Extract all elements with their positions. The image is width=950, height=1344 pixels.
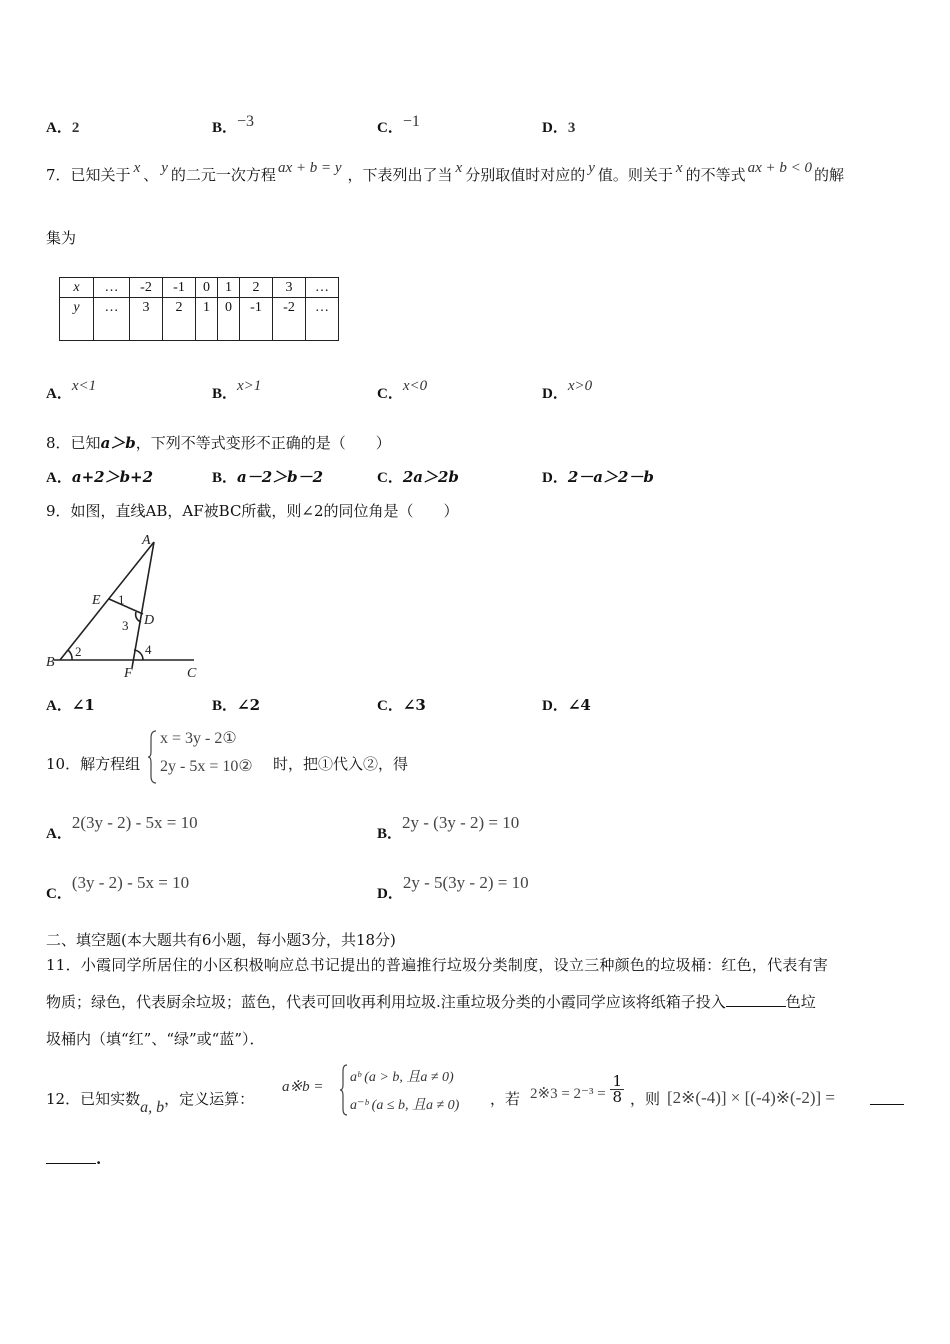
- option-label: D．: [542, 386, 568, 402]
- angle-4-label: 4: [145, 642, 152, 657]
- q6-option-d: [542, 116, 575, 137]
- table-cell: 0: [218, 298, 240, 341]
- option-value: ∠4: [567, 696, 591, 714]
- table-cell: …: [94, 278, 130, 298]
- q12-example: [530, 1074, 624, 1105]
- q7-option-b: [212, 378, 262, 402]
- fraction-denominator: 8: [612, 1088, 622, 1106]
- option-label: B．: [212, 386, 238, 402]
- math-x: x: [455, 160, 463, 176]
- option-value: x<0: [402, 378, 428, 394]
- option-label: D．: [542, 698, 568, 714]
- q11-line1: 11．小霞同学所居住的小区积极响应总书记提出的普遍推行垃圾分类制度，设立三种颜色的垃圾桶：红色，代表有害: [46, 956, 829, 974]
- option-value: 2－a＞2－b: [567, 468, 654, 486]
- q9-option-c: [377, 694, 426, 715]
- option-label: C．: [46, 886, 72, 902]
- q8-option-b: [212, 466, 323, 487]
- table-cell: …: [306, 278, 339, 298]
- option-value: −1: [402, 113, 420, 130]
- segment-ed: [109, 599, 143, 614]
- option-value: 2(3y - 2) - 5x = 10: [71, 813, 198, 832]
- angle-3-label: 3: [122, 618, 129, 633]
- question-number: 7．: [46, 166, 71, 184]
- option-label: C．: [377, 470, 403, 486]
- math-x: x: [133, 160, 141, 176]
- table-row-x: [60, 278, 339, 298]
- q7-stem-line2: 集为: [46, 229, 77, 247]
- q9-option-b: [212, 694, 260, 715]
- answer-blank-continued[interactable]: [46, 1162, 96, 1164]
- point-e-label: E: [92, 593, 101, 608]
- text: ，下表列出了当: [347, 166, 453, 184]
- text: 的不等式: [685, 166, 746, 184]
- math-condition: a＞b: [100, 434, 136, 452]
- option-label: A．: [46, 826, 72, 842]
- option-value: ∠2: [237, 696, 261, 714]
- q8-stem: [46, 432, 391, 453]
- q6-option-c: [377, 110, 420, 136]
- text: 已知关于: [70, 166, 131, 184]
- q10-stem: [46, 728, 140, 784]
- option-label: C．: [377, 386, 403, 402]
- fraction: [610, 1074, 624, 1105]
- option-label: A．: [46, 120, 72, 136]
- q12-stem-mid: ，若: [490, 1090, 521, 1108]
- table-cell: -1: [163, 278, 196, 298]
- text: 分别取值时对应的: [465, 166, 586, 184]
- text: 物质；绿色，代表厨余垃圾；蓝色，代表可回收再利用垃圾.注重垃圾分类的小霞同学应该将纸箱子投入: [46, 993, 726, 1011]
- q9-option-d: [542, 694, 591, 715]
- q11-line2: [46, 991, 816, 1012]
- q7-option-a: [46, 378, 97, 402]
- q9-figure: [44, 532, 204, 682]
- math-inequality: ax + b < 0: [747, 160, 812, 176]
- table-cell: 1: [196, 298, 218, 341]
- brace-icon: [340, 1064, 348, 1116]
- option-value: ∠3: [402, 696, 426, 714]
- option-value: a－2＞b－2: [237, 468, 324, 486]
- point-a-label: A: [142, 533, 151, 548]
- point-c-label: C: [187, 666, 197, 681]
- table-cell: …: [94, 298, 130, 341]
- section-heading: 二、填空题(本大题共有6小题，每小题3分，共18分): [46, 931, 396, 949]
- option-value: ∠1: [71, 696, 95, 714]
- option-value: x<1: [71, 378, 97, 394]
- q12-stem-then: ，则: [630, 1090, 661, 1108]
- option-label: B．: [212, 470, 238, 486]
- q12-definition-lhs: a※b =: [282, 1079, 324, 1095]
- q12-line2: [46, 1150, 101, 1168]
- q10-stem-tail: 时，把①代入②，得: [273, 755, 409, 773]
- text: 已知实数: [80, 1090, 141, 1108]
- point-b-label: B: [46, 655, 55, 670]
- angle-2-label: 2: [75, 644, 82, 659]
- table-cell: x: [60, 278, 94, 298]
- option-label: D．: [542, 470, 568, 486]
- option-label: D．: [542, 120, 568, 136]
- math-y: y: [588, 160, 595, 176]
- text: ，定义运算：: [164, 1090, 255, 1108]
- question-number: 10．: [46, 755, 81, 773]
- question-number: 8．: [46, 434, 71, 452]
- q7-option-c: [377, 378, 428, 402]
- angle-2-arc: [68, 650, 72, 660]
- point-f-label: F: [124, 666, 133, 681]
- q11-line3: 圾桶内（填“红”、“绿”或“蓝”）．: [46, 1030, 265, 1048]
- q7-option-d: [542, 378, 593, 402]
- q8-option-a: [46, 466, 153, 487]
- text: 如图，直线AB，AF被BC所截，则∠2的同位角是（ ）: [70, 502, 459, 520]
- option-value: 2y - (3y - 2) = 10: [402, 813, 520, 832]
- q10-option-d: [377, 872, 529, 902]
- question-number: 9．: [46, 502, 71, 520]
- option-value: 2y - 5(3y - 2) = 10: [402, 873, 529, 892]
- q12-case-1: aᵇ (a > b, 且a ≠ 0): [350, 1070, 454, 1085]
- table-cell: …: [306, 298, 339, 341]
- option-value: a+2＞b+2: [71, 468, 154, 486]
- math-example: 2※3 = 2⁻³ =: [530, 1085, 606, 1102]
- option-label: B．: [212, 698, 238, 714]
- option-label: D．: [377, 886, 403, 902]
- text: 的解: [813, 166, 844, 184]
- option-label: B．: [212, 120, 238, 136]
- table-cell: 0: [196, 278, 218, 298]
- option-value: 3: [567, 120, 576, 136]
- table-cell: -2: [130, 278, 163, 298]
- q8-option-c: [377, 466, 459, 487]
- equation-2: 2y - 5x = 10②: [160, 758, 253, 775]
- option-label: C．: [377, 120, 403, 136]
- q6-option-a: [46, 116, 79, 137]
- math-vars: a, b: [140, 1099, 165, 1116]
- option-label: B．: [377, 826, 403, 842]
- q9-option-a: [46, 694, 95, 715]
- brace-icon: [148, 730, 158, 784]
- q10-option-c: [46, 872, 190, 902]
- option-value: −3: [237, 113, 255, 130]
- q8-option-d: [542, 466, 654, 487]
- line-ab: [60, 542, 154, 660]
- text: 已知: [70, 434, 101, 452]
- equation-1: x = 3y - 2①: [160, 730, 237, 747]
- text: 值。则关于: [597, 166, 673, 184]
- table-row-y: [60, 298, 339, 341]
- option-label: A．: [46, 386, 72, 402]
- text: .: [96, 1150, 102, 1168]
- q10-option-b: [377, 812, 520, 842]
- math-x: x: [675, 160, 683, 176]
- text: ，下列不等式变形不正确的是（ ）: [135, 434, 391, 452]
- option-label: A．: [46, 698, 72, 714]
- text: 解方程组: [80, 755, 141, 773]
- text: 、: [143, 166, 159, 184]
- q12-case-2: a⁻ᵇ (a ≤ b, 且a ≠ 0): [350, 1098, 460, 1113]
- math-equation: ax + b = y: [277, 160, 342, 176]
- fraction-numerator: 1: [612, 1072, 622, 1090]
- table-cell: 2: [163, 298, 196, 341]
- q12-stem-start: [46, 1088, 255, 1116]
- option-value: x>1: [237, 378, 262, 394]
- q6-option-b: [212, 110, 255, 136]
- answer-blank[interactable]: [726, 1005, 786, 1007]
- question-number: 12．: [46, 1090, 81, 1108]
- q7-value-table: [59, 277, 339, 341]
- answer-blank[interactable]: [870, 1103, 904, 1105]
- q9-stem: [46, 500, 459, 521]
- table-cell: 3: [273, 278, 306, 298]
- q10-option-a: [46, 812, 198, 842]
- q7-stem-line1: [46, 160, 844, 185]
- option-label: C．: [377, 698, 403, 714]
- option-value: 2a＞2b: [402, 468, 459, 486]
- text: 的二元一次方程: [170, 166, 276, 184]
- option-value: 2: [71, 120, 80, 136]
- option-value: (3y - 2) - 5x = 10: [71, 873, 190, 892]
- angle-1-label: 1: [118, 592, 125, 607]
- point-d-label: D: [144, 613, 155, 628]
- option-label: A．: [46, 470, 72, 486]
- table-cell: -2: [273, 298, 306, 341]
- q12-expression: [2※(-4)] × [(-4)※(-2)] =: [667, 1088, 836, 1107]
- table-cell: -1: [240, 298, 273, 341]
- table-cell: 3: [130, 298, 163, 341]
- math-y: y: [161, 160, 168, 176]
- table-cell: 1: [218, 278, 240, 298]
- text: 色垃: [785, 993, 816, 1011]
- table-cell: y: [60, 298, 94, 341]
- table-cell: 2: [240, 278, 273, 298]
- option-value: x>0: [567, 378, 593, 394]
